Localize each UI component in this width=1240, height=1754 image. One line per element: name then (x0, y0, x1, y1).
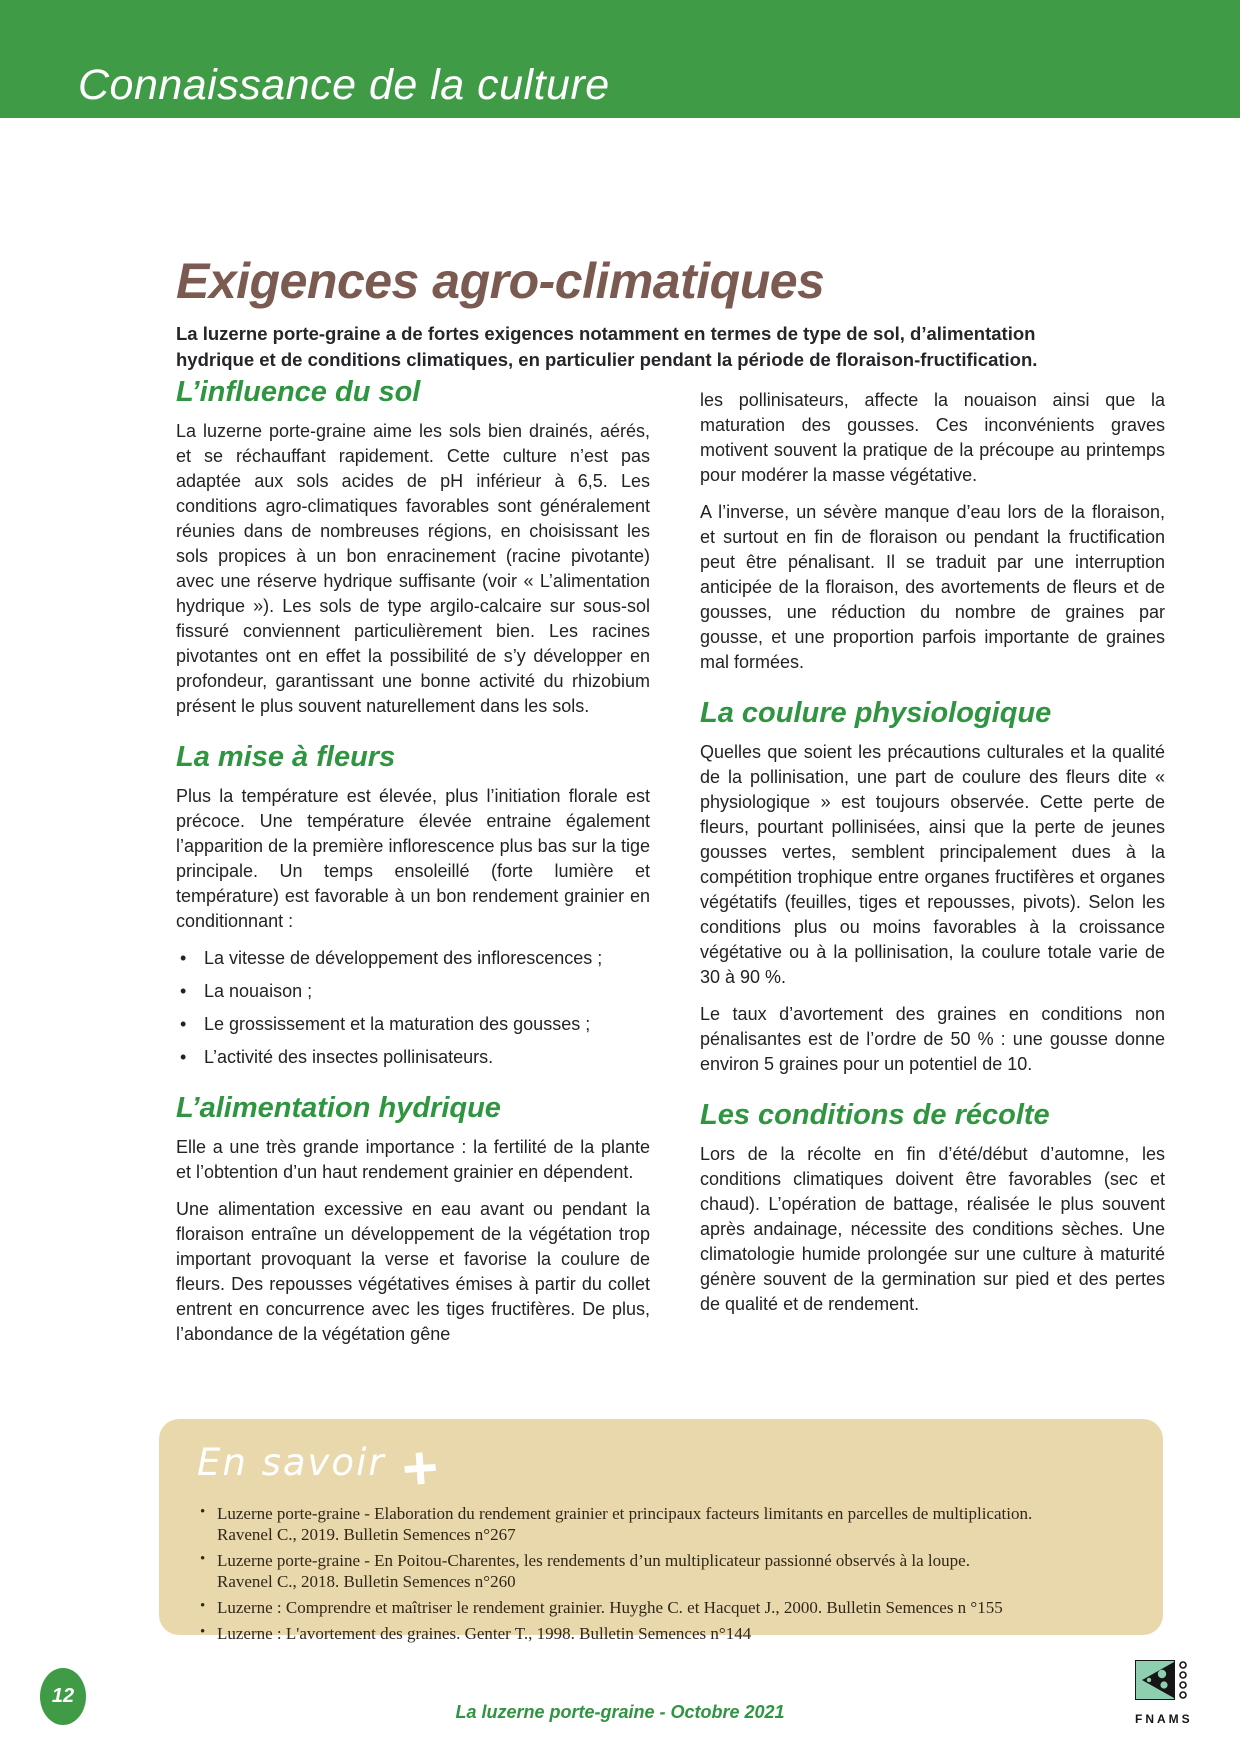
section-heading-coulure-physiologique: La coulure physiologique (700, 697, 1052, 729)
paragraph: La luzerne porte-graine aime les sols bien drainés, aérés, et se réchauffant rapidement. Cette culture n’est pas adaptée aux sols acides de pH inférieur à 6,5. Les conditions agro-climatiques favorables sont généralement réunies dans de nombreuses régions, en choisissant les sols propices à un bon enracinement (racine pivotante) avec une réserve hydrique suffisante (voir « L’alimentation hydrique »). Les sols de type argilo-calcaire sur sous-sol fissuré conviennent particulièrement bien. Les racines pivotantes ont en effet la possibilité de s’y développer en profondeur, garantissant une bonne activité du rhizobium présent le plus souvent naturellement dans les sols. (176, 421, 650, 716)
reference-text: Luzerne porte-graine - Elaboration du rendement grainier et principaux facteurs limitants en parcelles de multiplication. (217, 1504, 1033, 1523)
fnams-logo-label: FNAMS (1135, 1712, 1193, 1726)
bullet-item: • L’activité des insectes pollinisateurs. (204, 1045, 650, 1070)
reference-citation: Ravenel C., 2019. Bulletin Semences n°267 (217, 1525, 516, 1544)
paragraph: Le taux d’avortement des graines en conditions non pénalisantes est de l’ordre de 50 % : une gousse donne environ 5 graines pour un potentiel de 10. (700, 1004, 1165, 1074)
header-band (0, 0, 1240, 118)
reference-item (217, 1503, 1129, 1545)
section-heading-mise-a-fleurs: La mise à fleurs (176, 741, 396, 773)
footer-edition-text: La luzerne porte-graine - Octobre 2021 (455, 1702, 785, 1722)
section-heading-alimentation-hydrique: L’alimentation hydrique (176, 1092, 501, 1124)
paragraph: les pollinisateurs, affecte la nouaison ainsi que la maturation des gousses. Ces inconvénients graves motivent souvent la pratique de la précoupe au printemps pour modérer la masse végétative. (700, 390, 1165, 485)
article-intro: La luzerne porte-graine a de fortes exigences notamment en termes de type de sol, d’alimentation hydrique et de conditions climatiques, en particulier pendant la période de floraison-fructification. (176, 322, 1038, 370)
reference-item (217, 1597, 1129, 1618)
paragraph: Quelles que soient les précautions culturales et la qualité de la pollinisation, une part de coulure des fleurs dite « physiologique » est toujours observée. Cette perte de fleurs, pourtant pollinisées, ainsi que la perte de jeunes gousses vertes, semblent principalement dues à la compétition trophique entre organes fructifères et organes végétatifs (feuilles, tiges et repousses, pivots). Selon les conditions plus ou moins favorables à la croissance végétative ou à la pollinisation, la coulure totale varie de 30 à 90 %. (700, 742, 1165, 987)
reference-text: Luzerne porte-graine - En Poitou-Charentes, les rendements d’un multiplicateur passionné observés à la loupe. (217, 1551, 970, 1570)
en-savoir-label: En savoir (197, 1441, 386, 1484)
article-title: Exigences agro-climatiques (176, 252, 825, 309)
page-number: 12 (51, 1685, 75, 1707)
paragraph: Elle a une très grande importance : la fertilité de la plante et l’obtention d’un haut rendement grainier en dépendent. (176, 1137, 650, 1182)
en-savoir-plus-box (159, 1419, 1163, 1643)
reference-item (217, 1550, 1129, 1592)
section-heading-conditions-de-recolte: Les conditions de récolte (700, 1099, 1050, 1131)
reference-text: Luzerne : L'avortement des graines. Genter T., 1998. Bulletin Semences n°144 (217, 1624, 752, 1643)
fnams-logo-icon (1135, 1660, 1197, 1704)
reference-list (197, 1503, 1129, 1649)
reference-item (217, 1623, 1129, 1644)
section-heading-influence-du-sol: L’influence du sol (176, 376, 421, 408)
paragraph: A l’inverse, un sévère manque d’eau lors de la floraison, et surtout en fin de floraison ou pendant la fructification peut être pénalisant. Il se traduit par une interruption anticipée de la floraison, des avortements de fleurs et de gousses, une réduction du nombre de graines par gousse, et une proportion parfois importante de graines mal formées. (700, 502, 1165, 672)
en-savoir-plus-title (197, 1432, 441, 1505)
paragraph: Une alimentation excessive en eau avant ou pendant la floraison entraîne un développement de la végétation trop important provoquant la verse et favorise la coulure de fleurs. Des repousses végétatives émises à partir du collet entrent en concurrence avec les tiges fructifères. De plus, l’abondance de la végétation gêne (176, 1199, 650, 1344)
bullet-item: • La vitesse de développement des inflorescences ; (204, 946, 650, 971)
right-column (700, 388, 1165, 1317)
left-column (176, 376, 650, 1347)
reference-citation: Ravenel C., 2018. Bulletin Semences n°260 (217, 1572, 516, 1591)
bullet-item: • Le grossissement et la maturation des gousses ; (204, 1012, 650, 1037)
reference-text: Luzerne : Comprendre et maîtriser le rendement grainier. Huyghe C. et Hacquet J., 2000. Bulletin Semences n °155 (217, 1598, 1003, 1617)
plus-icon: + (399, 1432, 441, 1505)
paragraph: Lors de la récolte en fin d’été/début d’automne, les conditions climatiques doivent être favorables (sec et chaud). L’opération de battage, réalisée le plus souvent après andainage, nécessite des conditions sèches. Une climatologie humide prolongée sur une culture à maturité génère souvent de la germination sur pied et des pertes de qualité et de rendement. (700, 1144, 1165, 1314)
rubric-title: Connaissance de la culture (78, 61, 610, 109)
bullet-item: • La nouaison ; (204, 979, 650, 1004)
fnams-logo (1135, 1660, 1197, 1726)
paragraph: Plus la température est élevée, plus l’initiation florale est précoce. Une température élevée entraine également l’apparition de la première inflorescence plus bas sur la tige principale. Un temps ensoleillé (forte lumière et température) est favorable à un bon rendement grainier en conditionnant : (176, 786, 650, 931)
bullet-list (176, 946, 650, 1070)
